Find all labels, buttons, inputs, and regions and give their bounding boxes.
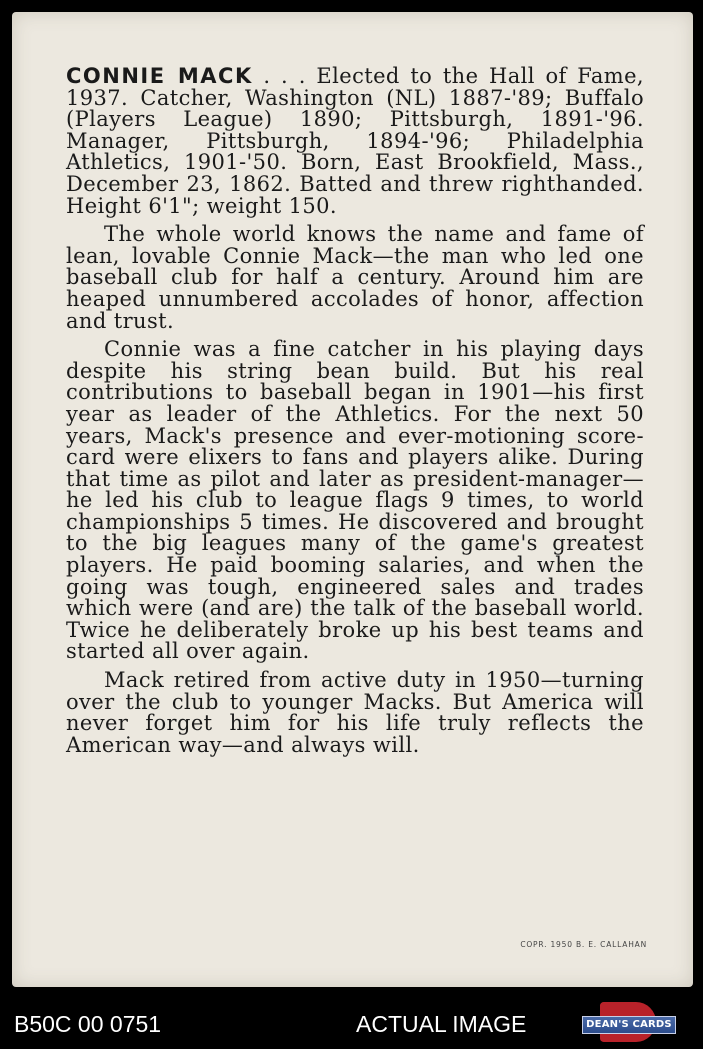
copyright-line: COPR. 1950 B. E. CALLAHAN xyxy=(520,940,647,949)
player-name: CONNIE MACK xyxy=(66,64,253,88)
story-paragraph-2: Connie was a fine catcher in his playing days despite his string bean build. But his real contributions to baseball began in 1901—his first year as leader of the Athletics. For the next 50 years, Mack's presence and ever-motioning score-card were elixers to fans and players alike. During that time as pilot and later as president-manager—he led his club to league flags 9 times, to world championships 5 times. He discovered and brought to the big leagues many of the game's greatest players. He paid booming salaries, and when the going was tough, engineered sales and trades which were (and are) the talk of the baseball world. Twice he deliberately broke up his best teams and started all over again. xyxy=(66,337,644,664)
bio-paragraph xyxy=(66,66,644,217)
bio-text: . . . Elected to the Hall of Fame, 1937. Catcher, Washington (NL) 1887-'89; Buffalo (Players League) 1890; Pittsburgh, 1891-'96. Manager, Pittsburgh, 1894-'96; Philadelphia Athletics, 1901-'50. Born, East Brookfield, Mass., December 23, 1862. Batted and threw righthanded. Height 6'1"; weight 150. xyxy=(66,64,644,218)
story-paragraph-1: The whole world knows the name and fame of lean, lovable Connie Mack—the man who led one baseball club for half a century. Around him are heaped unnumbered accolades of honor, affection and trust. xyxy=(66,222,644,333)
card-back xyxy=(12,12,693,987)
card-text xyxy=(66,66,644,763)
deans-cards-logo xyxy=(582,1002,676,1044)
logo-banner: DEAN'S CARDS xyxy=(582,1016,676,1034)
inventory-id: B50C 00 0751 xyxy=(14,1011,162,1037)
story-paragraph-3: Mack retired from active duty in 1950—turning over the club to younger Macks. But America will never forget him for his life truly reflects the American way—and always will. xyxy=(66,668,644,757)
actual-image-label: ACTUAL IMAGE xyxy=(356,1011,527,1037)
